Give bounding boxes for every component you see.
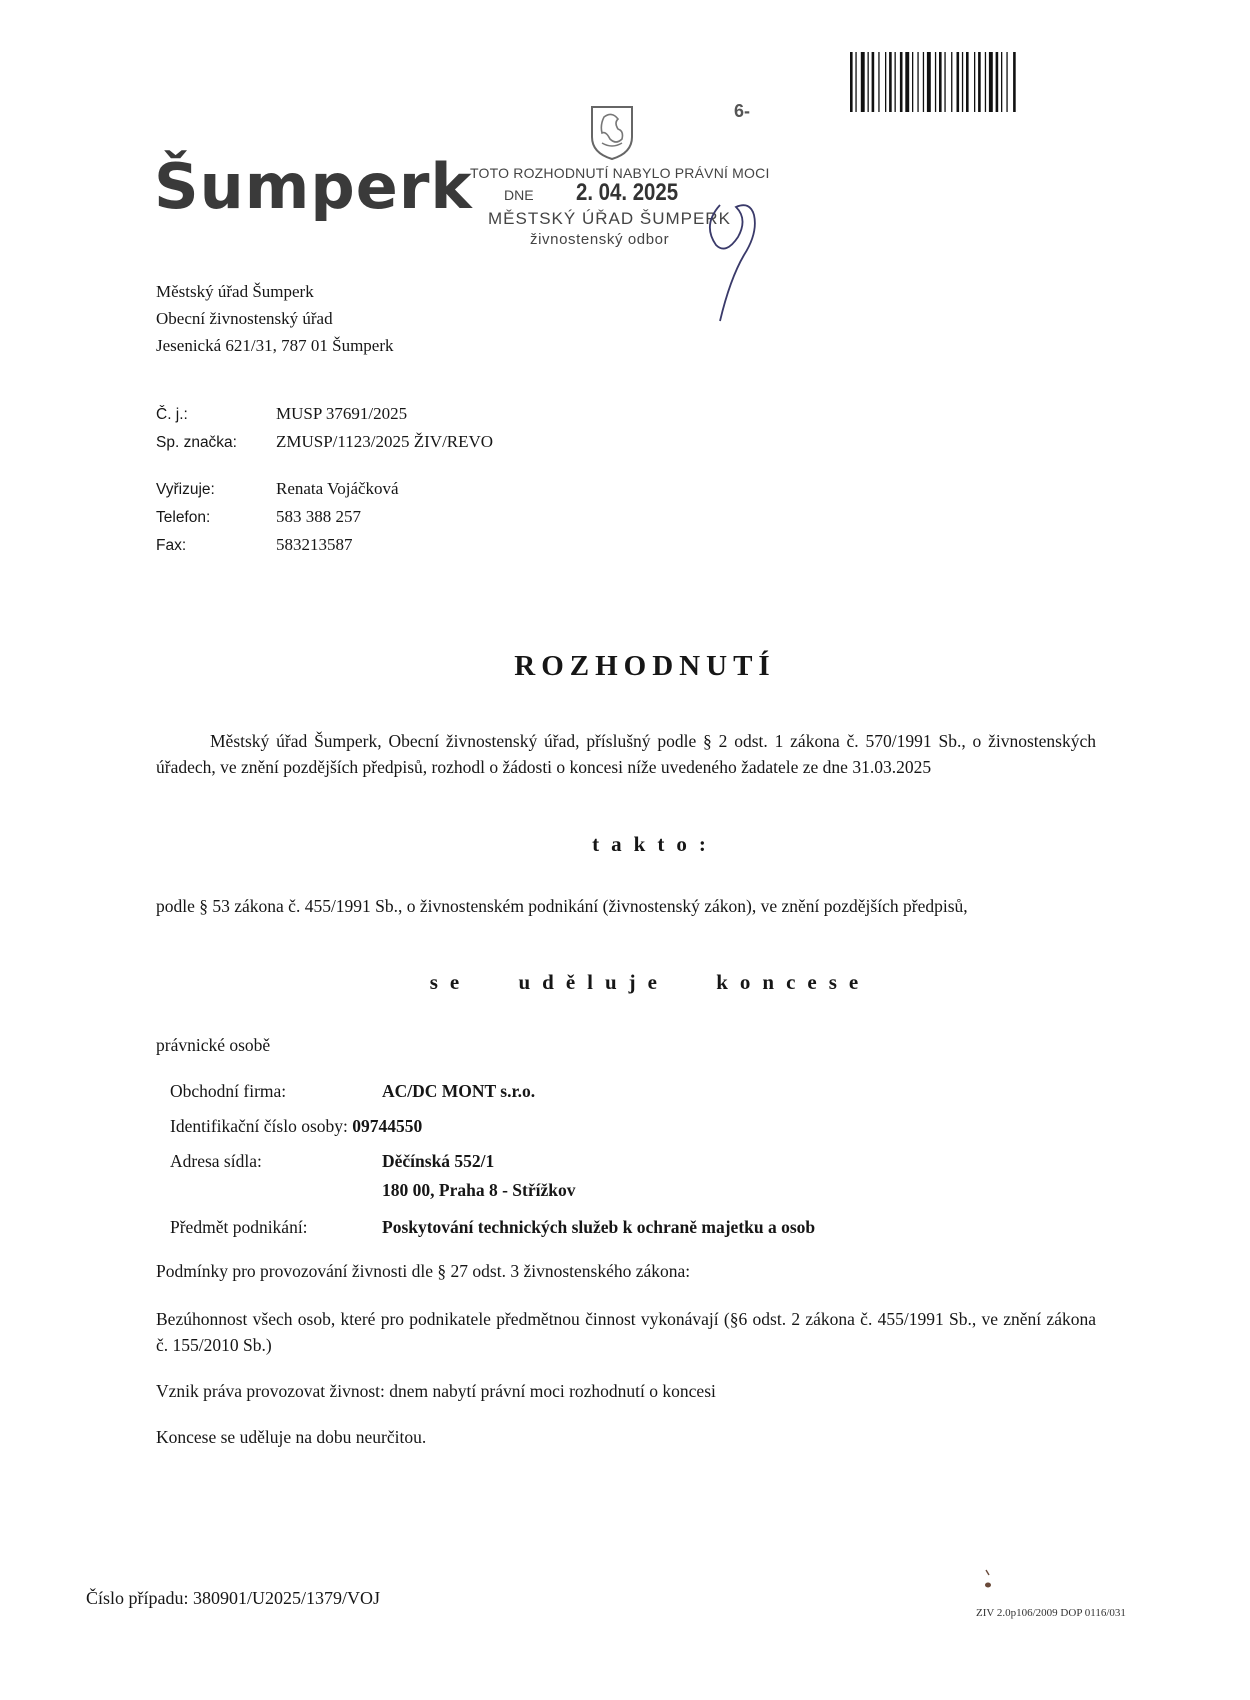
contact-row: [156, 503, 399, 531]
reference-row: [156, 428, 493, 456]
company-firm-row: [170, 1078, 815, 1105]
company-subject-row: [170, 1214, 815, 1241]
company-address-line-1: Děčínská 552/1: [382, 1151, 495, 1171]
sender-address: [156, 278, 394, 359]
case-number: Číslo případu: 380901/U2025/1379/VOJ: [86, 1588, 381, 1608]
company-id-row: [170, 1113, 815, 1140]
takto-heading: takto:: [592, 832, 718, 856]
reference-label: Č. j.:: [156, 406, 188, 423]
stamp-date-prefix: DNE: [504, 187, 534, 203]
company-address-line-2: 180 00, Praha 8 - Střížkov: [382, 1180, 576, 1200]
company-subject-label: Předmět podnikání:: [170, 1217, 308, 1237]
contact-block: [156, 475, 399, 559]
conditions-heading: Podmínky pro provozování živnosti dle § 27 odst. 3 živnostenského zákona:: [156, 1261, 691, 1281]
legal-force-stamp: [470, 95, 770, 265]
company-id-label: Identifikační číslo osoby:: [170, 1116, 348, 1136]
contact-value: 583213587: [276, 535, 353, 554]
company-firm-value: AC/DC MONT s.r.o.: [382, 1081, 536, 1101]
contact-row: [156, 531, 399, 559]
intro-paragraph: Městský úřad Šumperk, Obecní živnostenský úřad, příslušný podle § 2 odst. 1 zákona č. 570/1991 Sb., o živnostenských úřadech, ve znění pozdějších předpisů, rozhodl o žádosti o koncesi níže uvedeného žadatele ze dne 31.03.2025: [156, 731, 1096, 777]
contact-value: Renata Vojáčková: [276, 479, 399, 498]
grant-heading: se uděluje koncese: [429, 970, 871, 994]
sender-line-3: Jesenická 621/31, 787 01 Šumperk: [156, 336, 394, 355]
reference-block: [156, 400, 493, 456]
contact-label: Fax:: [156, 537, 187, 554]
reference-value: ZMUSP/1123/2025 ŽIV/REVO: [276, 432, 494, 451]
company-address-row-2: [170, 1177, 815, 1204]
stamp-legal-force-text: TOTO ROZHODNUTÍ NABYLO PRÁVNÍ MOCI: [470, 165, 770, 181]
contact-label: Vyřizuje:: [156, 481, 215, 498]
coat-of-arms-icon: [588, 103, 636, 161]
reference-label: Sp. značka:: [156, 434, 237, 451]
contact-label: Telefon:: [156, 509, 211, 526]
sender-line-1: Městský úřad Šumperk: [156, 282, 314, 301]
contact-row: [156, 475, 399, 503]
origin-of-right: Vznik práva provozovat živnost: dnem nabytí právní moci rozhodnutí o koncesi: [156, 1381, 716, 1401]
reference-row: [156, 400, 493, 428]
form-code: ZIV 2.0p106/2009 DOP 0116/031: [976, 1607, 1126, 1619]
recipient-type: právnické osobě: [156, 1035, 271, 1055]
company-id-value: 09744550: [352, 1116, 423, 1136]
company-address-label: Adresa sídla:: [170, 1151, 262, 1171]
stamp-department: živnostenský odbor: [530, 231, 670, 248]
city-logo: Šumperk: [154, 150, 473, 223]
stamp-office: MĚSTSKÝ ÚŘAD ŠUMPERK: [488, 209, 731, 228]
company-firm-label: Obchodní firma:: [170, 1081, 287, 1101]
company-subject-value: Poskytování technických služeb k ochraně majetku a osob: [382, 1217, 816, 1237]
duration: Koncese se uděluje na dobu neurčitou.: [156, 1427, 427, 1447]
sender-line-2: Obecní živnostenský úřad: [156, 309, 333, 328]
stamp-number: 6-: [734, 101, 751, 121]
contact-value: 583 388 257: [276, 507, 361, 526]
legal-basis-paragraph: podle § 53 zákona č. 455/1991 Sb., o živnostenském podnikání (živnostenský zákon), ve znění pozdějších předpisů,: [156, 896, 968, 916]
company-block: [170, 1078, 815, 1241]
barcode: [848, 52, 1098, 112]
ink-mark-icon: [984, 1568, 992, 1590]
conditions-text: Bezúhonnost všech osob, které pro podnikatele předmětnou činnost vykonávají (§6 odst. 2 zákona č. 455/1991 Sb., ve znění zákona č. 155/2010 Sb.): [156, 1309, 1096, 1355]
stamp-date: 2. 04. 2025: [576, 179, 679, 206]
company-address-row: [170, 1148, 815, 1175]
document-title: ROZHODNUTÍ: [514, 650, 776, 682]
reference-value: MUSP 37691/2025: [276, 404, 408, 423]
signature-icon: [690, 175, 780, 325]
